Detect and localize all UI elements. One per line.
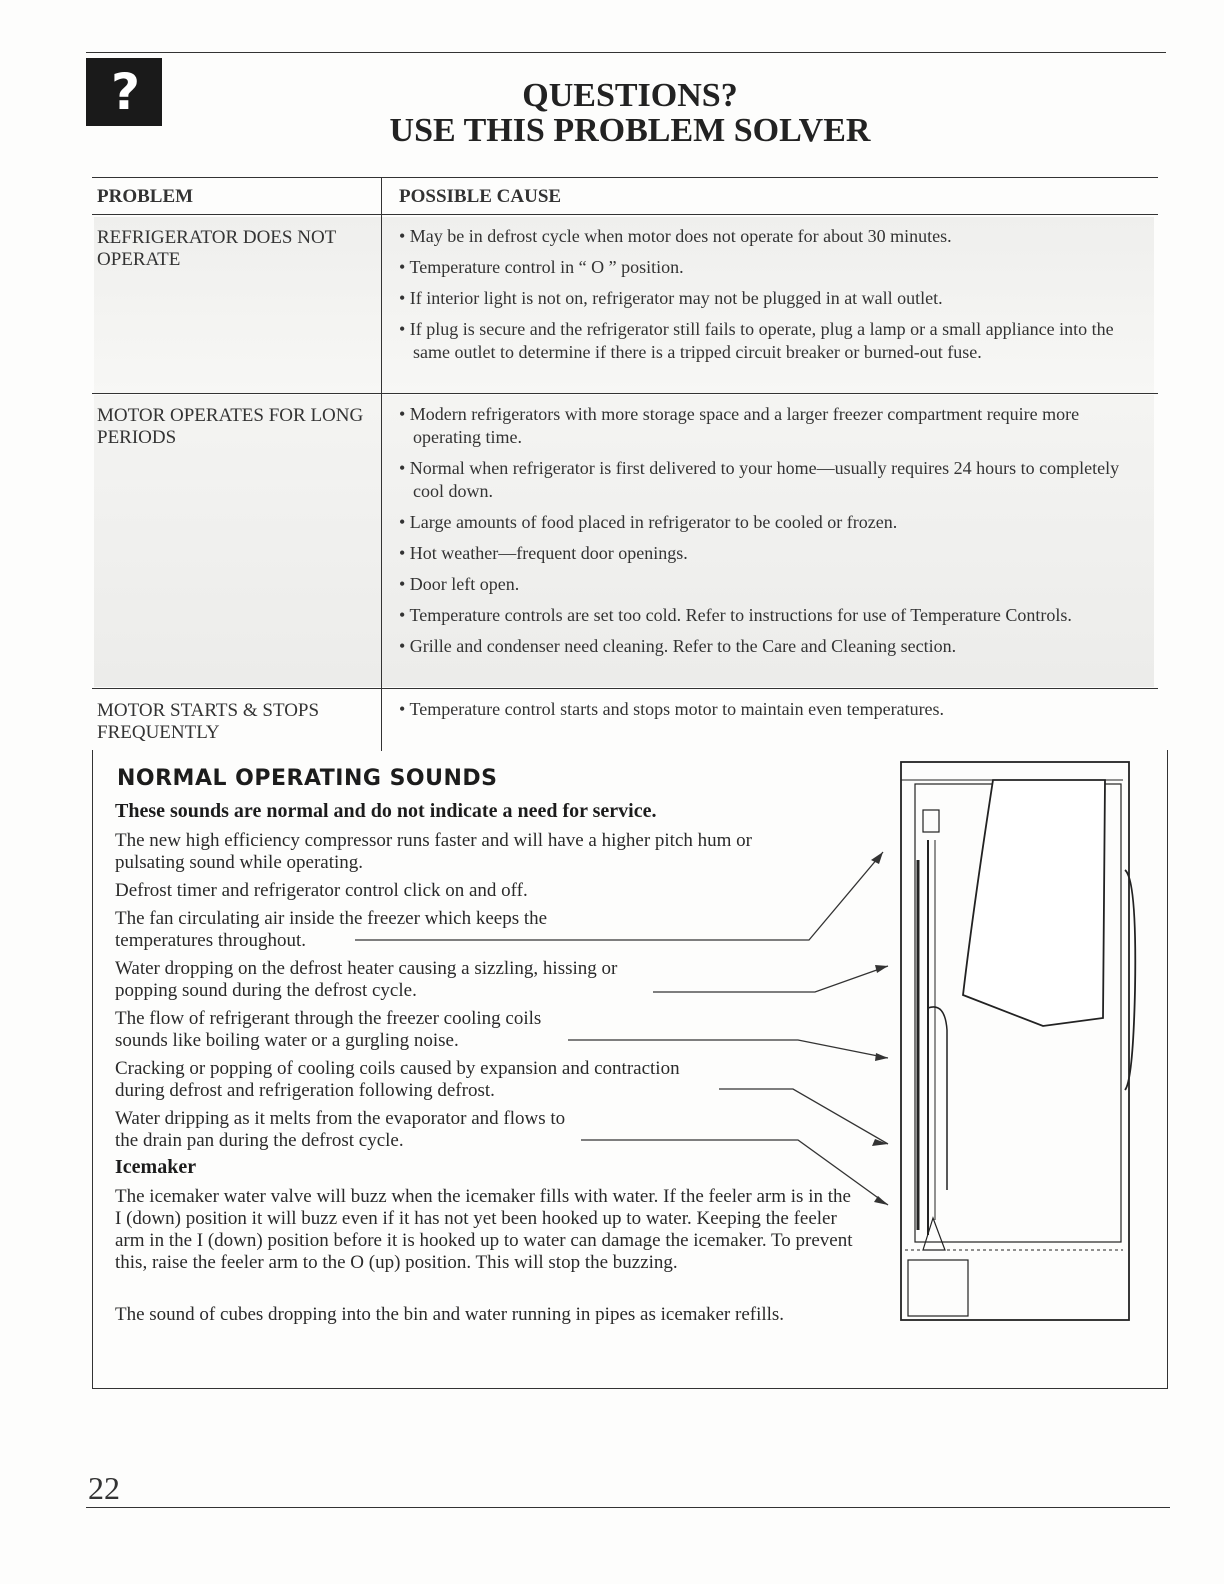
icemaker-heading: Icemaker (115, 1156, 197, 1178)
arrowhead (875, 965, 888, 973)
cause-item: • May be in defrost cycle when motor does not operate for about 30 minutes. (399, 226, 952, 246)
callout-line (568, 1040, 888, 1058)
refrigerator-diagram (901, 762, 1135, 1320)
drain-trough (923, 1218, 945, 1250)
icemaker-item: The sound of cubes dropping into the bin and water running in pipes as icemaker refills. (115, 1304, 785, 1325)
icemaker-item: The icemaker water valve will buzz when the icemaker fills with water. If the feeler arm is in the I (down) position it will buzz even if it has not yet been hooked up to water. Keeping the feeler arm in the I (down) position before it is hooked up to water can damage the icemaker. To prevent this, raise the feeler arm to the O (up) position. This will stop the buzzing. (115, 1186, 853, 1273)
cause-list (399, 403, 1139, 666)
callout-lines (93, 750, 1167, 1388)
row-divider (92, 393, 1158, 394)
problem-cell: MOTOR OPERATES FOR LONG PERIODS (97, 405, 364, 448)
sound-item: Defrost timer and refrigerator control click on and off. (115, 880, 528, 901)
cause-list (399, 225, 1139, 372)
arrowhead (874, 1196, 888, 1205)
sound-item: The fan circulating air inside the freezer which keeps the temperatures throughout. (115, 908, 548, 951)
sounds-heading: NORMAL OPERATING SOUNDS (117, 766, 498, 791)
normal-sounds-panel (92, 750, 1168, 1389)
callout-line (355, 852, 883, 940)
drain-tube (928, 1007, 947, 1190)
cause-item: • Modern refrigerators with more storage space and a larger freezer compartment require more operating time. (399, 404, 1080, 447)
bottom-rule (86, 1507, 1170, 1508)
cause-item: • Large amounts of food placed in refrigerator to be cooled or frozen. (399, 512, 898, 532)
page-title-line2: USE THIS PROBLEM SOLVER (389, 112, 871, 149)
drain-pan (908, 1260, 968, 1316)
cause-item: • Hot weather—frequent door openings. (399, 543, 688, 563)
arrowhead (871, 852, 883, 864)
sound-item: Cracking or popping of cooling coils caused by expansion and contraction during defrost and refrigeration following defrost. (115, 1058, 680, 1101)
callout-line (581, 1140, 888, 1205)
cause-item: • Temperature controls are set too cold. Refer to instructions for use of Temperature Controls. (399, 605, 1072, 625)
callout-line (719, 1089, 888, 1144)
table-top-rule (92, 177, 1158, 178)
cause-item: • Door left open. (399, 574, 520, 594)
cause-item: • If plug is secure and the refrigerator still fails to operate, plug a lamp or a small appliance into the same outlet to determine if there is a tripped circuit breaker or burned-out fuse. (399, 319, 1114, 362)
question-mark-icon (86, 58, 162, 126)
sound-item: Water dripping as it melts from the evaporator and flows to the drain pan during the defrost cycle. (115, 1108, 566, 1151)
page-title-line1: QUESTIONS? (522, 77, 738, 114)
cause-list (399, 698, 1139, 729)
sound-item: The new high efficiency compressor runs faster and will have a higher pitch hum or pulsating sound while operating. (115, 830, 753, 873)
cause-item: • Temperature control starts and stops motor to maintain even temperatures. (399, 699, 945, 719)
row-divider (92, 688, 1158, 689)
sound-item: Water dropping on the defrost heater causing a sizzling, hissing or popping sound during the defrost cycle. (115, 958, 618, 1001)
sounds-subheading: These sounds are normal and do not indicate a need for service. (115, 800, 657, 822)
sound-item: The flow of refrigerant through the freezer cooling coils sounds like boiling water or a gurgling noise. (115, 1008, 542, 1051)
problem-cell: MOTOR STARTS & STOPS FREQUENTLY (97, 700, 320, 743)
problem-cell: REFRIGERATOR DOES NOT OPERATE (97, 227, 336, 270)
header-rule (92, 214, 1158, 215)
cause-item: • Grille and condenser need cleaning. Refer to the Care and Cleaning section. (399, 636, 957, 656)
icemaker-unit (923, 810, 939, 832)
top-rule (86, 52, 1166, 53)
logo-text: ? (110, 63, 137, 121)
page-number: 22 (88, 1470, 120, 1506)
cause-item: • Temperature control in “ O ” position. (399, 257, 684, 277)
callout-line (653, 966, 888, 992)
column-divider (381, 177, 382, 751)
column-header-problem: PROBLEM (97, 186, 194, 207)
cause-item: • Normal when refrigerator is first delivered to your home—usually requires 24 hours to completely cool down. (399, 458, 1120, 501)
problem-solver-table (92, 177, 1158, 751)
door-handle (1125, 870, 1135, 1090)
column-header-cause: POSSIBLE CAUSE (399, 186, 562, 207)
door-shape (963, 780, 1105, 1026)
cause-item: • If interior light is not on, refrigerator may not be plugged in at wall outlet. (399, 288, 943, 308)
